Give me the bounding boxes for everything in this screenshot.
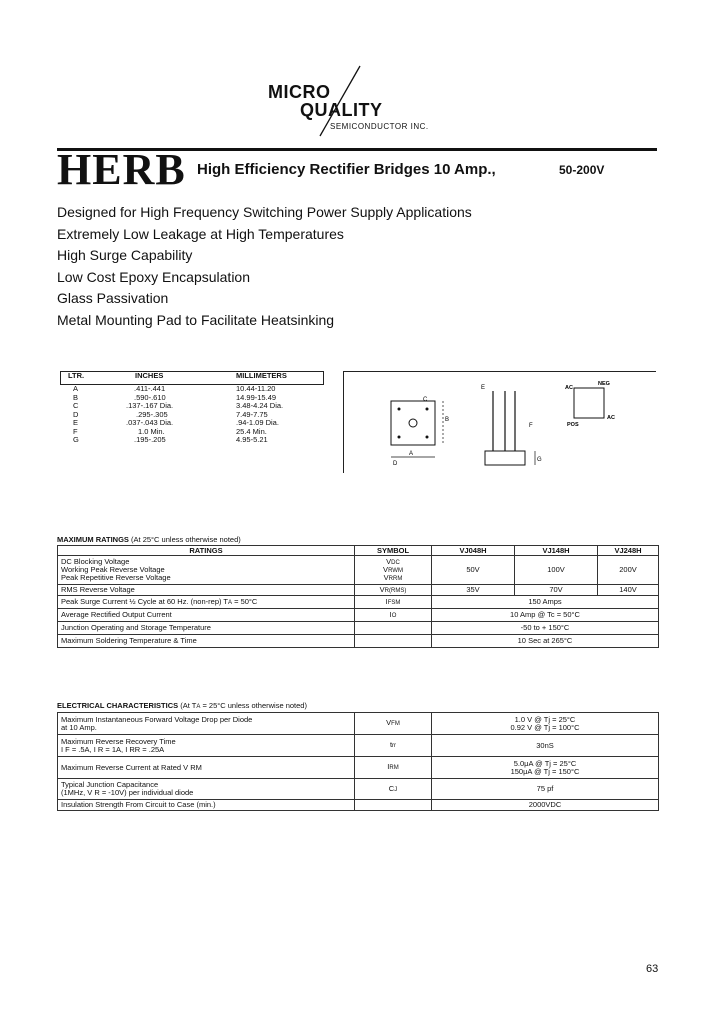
char-label (58, 735, 355, 757)
symbol-sub: rr (392, 743, 397, 750)
char-value-line: 150μA @ Tj = 150°C (510, 766, 580, 776)
max-ratings-title (57, 535, 241, 544)
dim-label: B (445, 417, 450, 423)
dim-ltr: G (73, 435, 79, 444)
electrical-heading: ELECTRICAL CHARACTERISTICS (57, 701, 179, 710)
rating-symbol (355, 635, 432, 648)
label-text: Peak Surge Current ½ Cycle at 60 Hz. (non-rep) T (61, 596, 229, 606)
package-top-view (391, 401, 435, 445)
dim-ltr: E (73, 418, 79, 427)
symbol-line (358, 558, 428, 566)
package-side-view (485, 451, 525, 465)
electrical-subtitle-end: = 25°C unless otherwise noted) (200, 701, 307, 710)
dim-label: A (409, 451, 414, 457)
feature-item: Designed for High Frequency Switching Power Supply Applications (57, 204, 472, 220)
char-label: Insulation Strength From Circuit to Case (min.) (58, 800, 355, 811)
char-value-line: 0.92 V @ Tj = 100°C (510, 722, 580, 732)
dim-label: D (393, 461, 398, 467)
dim-ltr: C (73, 401, 79, 410)
dim-ltr: F (73, 426, 78, 436)
terminal-label: NEG (598, 381, 610, 387)
max-ratings-heading: MAXIMUM RATINGS (57, 535, 129, 544)
char-label-line: (1MHz, V R = -10V) per individual diode (61, 788, 194, 797)
rating-symbol (355, 556, 432, 585)
table-row (58, 635, 659, 648)
symbol-sub: O (391, 612, 397, 619)
col-ratings: RATINGS (58, 546, 355, 556)
dim-mm: 25.4 Min. (236, 426, 267, 436)
rating-value: 150 Amps (432, 596, 659, 609)
max-ratings-subtitle: (At 25°C unless otherwise noted) (131, 535, 241, 544)
table-row (58, 735, 659, 757)
product-description: High Efficiency Rectifier Bridges 10 Amp., (197, 161, 496, 178)
table-header-row (58, 546, 659, 556)
dim-mm: 4.95-5.21 (236, 435, 268, 444)
electrical-subtitle: (At T (180, 701, 197, 710)
symbol-line (358, 566, 428, 574)
rating-value: -50 to + 150°C (432, 622, 659, 635)
feature-item: Glass Passivation (57, 290, 169, 306)
symbol-sub: RRM (388, 576, 403, 583)
dim-inches: .195-.205 (134, 435, 166, 444)
table-row (58, 596, 659, 609)
symbol-char: V (386, 718, 392, 728)
char-symbol (355, 735, 432, 757)
char-value: 30nS (432, 735, 659, 757)
table-row (58, 779, 659, 800)
part-title: HERB (57, 145, 186, 194)
char-symbol (355, 800, 432, 811)
max-ratings-table (57, 545, 659, 648)
page-number: 63 (646, 963, 659, 975)
symbol-sub: FM (391, 721, 400, 728)
table-row (58, 800, 659, 811)
rating-symbol (355, 609, 432, 622)
char-value (432, 757, 659, 779)
dim-mm: 10.44-11.20 (236, 384, 276, 393)
rating-value: 70V (515, 585, 598, 596)
rating-value: 35V (432, 585, 515, 596)
dim-ltr: B (73, 392, 79, 402)
dim-header-inches: INCHES (135, 371, 164, 380)
logo-semiconductor: SEMICONDUCTOR INC. (330, 122, 429, 131)
logo-micro: MICRO (268, 82, 331, 102)
symbol-line (358, 574, 428, 582)
table-row (58, 713, 659, 735)
char-value (432, 713, 659, 735)
dim-inches: .037-.043 Dia. (126, 418, 174, 427)
symbol-char: V (383, 564, 389, 574)
char-value-line: 5.0μA @ Tj = 25°C (513, 758, 577, 768)
dim-ltr: D (73, 409, 79, 419)
symbol-sub: R(RMS) (384, 587, 407, 594)
char-label-line: Maximum Instantaneous Forward Voltage Drop per Diode (61, 714, 253, 724)
rating-value: 140V (598, 585, 659, 596)
col-vj048h: VJ048H (432, 546, 515, 556)
dim-inches: 1.0 Min. (138, 426, 165, 436)
symbol-char: V (379, 584, 385, 594)
dim-mm: 14.99-15.49 (236, 392, 277, 402)
feature-item: Low Cost Epoxy Encapsulation (57, 268, 250, 285)
symbol-sub: DC (391, 559, 400, 566)
char-symbol (355, 713, 432, 735)
table-row (58, 585, 659, 596)
mounting-hole (409, 419, 417, 427)
dim-label: F (529, 423, 533, 429)
package-drawing (343, 371, 655, 472)
rating-label-line: DC Blocking Voltage (61, 557, 130, 567)
bridge-schematic (574, 388, 604, 418)
dim-mm: .94-1.09 Dia. (236, 418, 279, 427)
terminal-label: AC (607, 415, 615, 421)
symbol-char: V (383, 573, 389, 583)
lead-dot (426, 436, 429, 439)
symbol-char: I (387, 762, 390, 772)
label-text: = 50°C (232, 596, 258, 606)
symbol-sub: RM (389, 765, 399, 772)
rating-label: Maximum Soldering Temperature & Time (58, 635, 355, 648)
rating-symbol (355, 585, 432, 596)
char-value: 2000VDC (432, 800, 659, 811)
table-row (58, 622, 659, 635)
char-label (58, 713, 355, 735)
col-symbol: SYMBOL (355, 546, 432, 556)
dim-label: E (481, 385, 486, 391)
rating-label (58, 556, 355, 585)
rating-value: 100V (515, 556, 598, 585)
rating-label: Junction Operating and Storage Temperature (58, 622, 355, 635)
symbol-char: V (386, 556, 392, 566)
char-value: 75 pf (432, 779, 659, 800)
logo-quality: QUALITY (300, 100, 383, 120)
char-value-line: 1.0 V @ Tj = 25°C (514, 714, 576, 724)
lead-dot (426, 408, 429, 411)
symbol-sub: J (394, 786, 398, 793)
dim-label: G (537, 457, 542, 463)
lead-dot (398, 436, 401, 439)
table-row (58, 609, 659, 622)
char-symbol (355, 779, 432, 800)
dim-mm: 3.48-4.24 Dia. (236, 401, 284, 410)
char-label (58, 779, 355, 800)
feature-list (57, 202, 472, 331)
rating-label-line: Peak Repetitive Reverse Voltage (61, 572, 171, 582)
col-vj148h: VJ148H (515, 546, 598, 556)
label-sub: A (228, 599, 233, 606)
voltage-range: 50-200V (559, 163, 605, 177)
symbol-sub: RWM (388, 567, 403, 574)
symbol-char: I (385, 596, 388, 606)
electrical-subtitle-sub: A (196, 704, 201, 710)
char-label-line: Maximum Reverse Recovery Time (61, 736, 176, 746)
rating-label: Average Rectified Output Current (58, 609, 355, 622)
feature-item: Metal Mounting Pad to Facilitate Heatsinking (57, 311, 335, 328)
table-row (58, 556, 659, 585)
rating-value: 10 Sec at 265°C (432, 635, 659, 648)
char-symbol (355, 757, 432, 779)
rating-label: RMS Reverse Voltage (58, 585, 355, 596)
lead-dot (398, 408, 401, 411)
symbol-char: I (389, 609, 392, 619)
rating-symbol (355, 622, 432, 635)
dim-mm: 7.49-7.75 (236, 409, 268, 419)
rating-value: 200V (598, 556, 659, 585)
dim-ltr: A (73, 384, 79, 393)
rating-value: 10 Amp @ Tc = 50°C (432, 609, 659, 622)
rating-label (58, 596, 355, 609)
col-vj248h: VJ248H (598, 546, 659, 556)
dim-header-ltr: LTR. (68, 371, 85, 380)
dim-inches: .411-.441 (134, 384, 166, 393)
symbol-char: C (388, 783, 395, 793)
table-row (58, 757, 659, 779)
rating-label-line: Working Peak Reverse Voltage (61, 565, 165, 575)
logo-slash-graphic (300, 62, 370, 142)
dim-inches: .295-.305 (136, 409, 168, 419)
symbol-sub: FSM (387, 599, 401, 606)
electrical-title (57, 701, 307, 710)
rating-value: 50V (432, 556, 515, 585)
char-label: Maximum Reverse Current at Rated V RM (58, 757, 355, 779)
dim-inches: .137-.167 Dia. (126, 401, 174, 410)
dim-header-mm: MILLIMETERS (236, 371, 287, 380)
rating-symbol (355, 596, 432, 609)
char-label-line: I F = .5A, I R = 1A, I RR = .25A (61, 744, 165, 754)
char-label-line: Typical Junction Capacitance (61, 780, 159, 790)
dim-inches: .590-.610 (134, 392, 166, 402)
feature-item: High Surge Capability (57, 247, 193, 263)
terminal-label: POS (567, 422, 579, 428)
char-label-line: at 10 Amp. (61, 722, 97, 732)
feature-item: Extremely Low Leakage at High Temperatures (57, 225, 344, 242)
electrical-table (57, 712, 659, 811)
dim-label: C (423, 397, 428, 403)
symbol-char: t (389, 740, 393, 750)
terminal-label: AC (565, 385, 573, 391)
